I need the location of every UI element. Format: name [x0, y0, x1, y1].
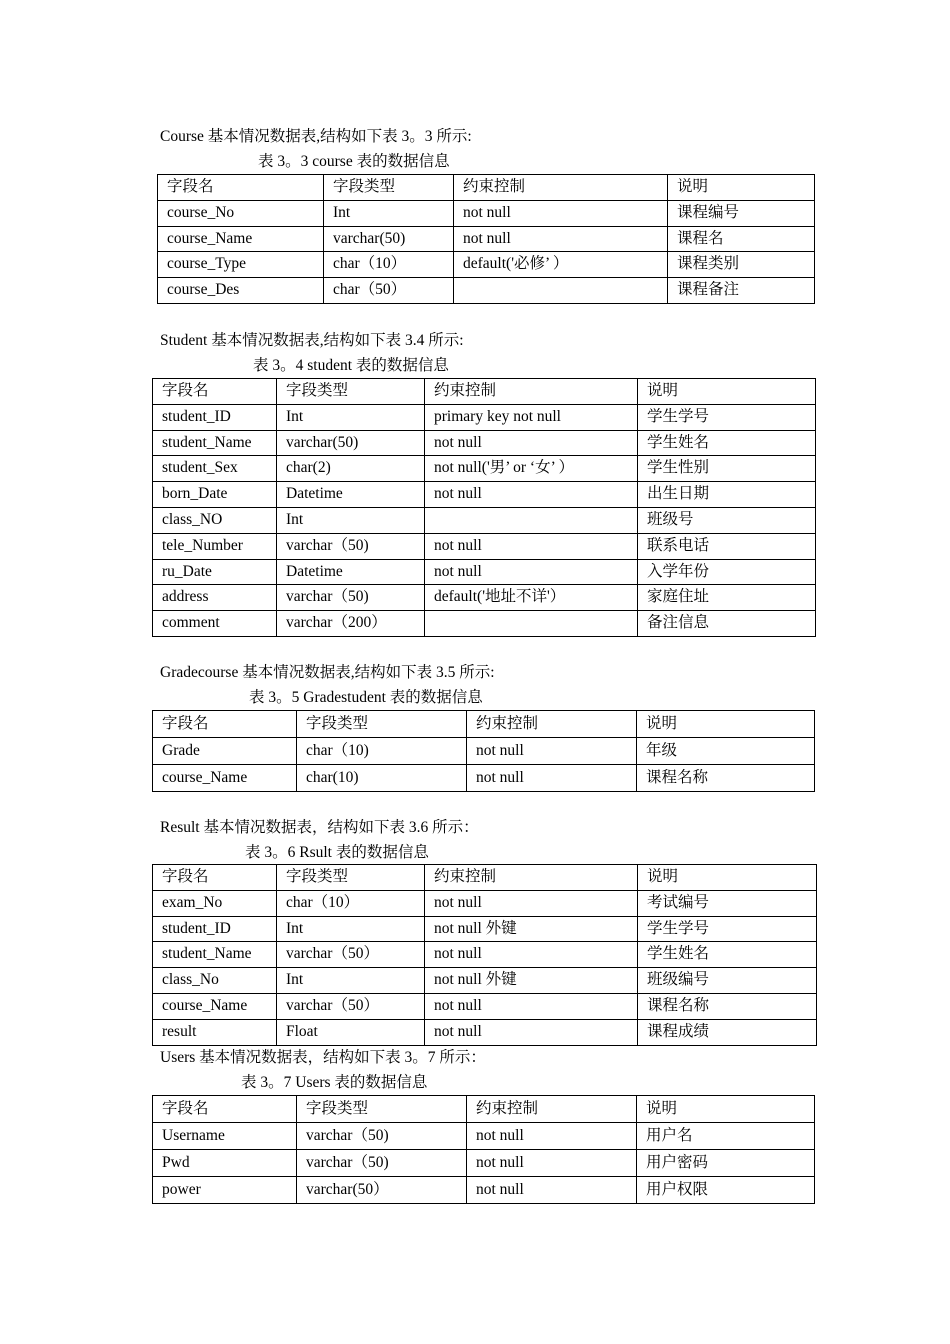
section-intro: Users 基本情况数据表，结构如下表 3。7 所示： — [160, 1049, 486, 1066]
table-row — [153, 993, 817, 1019]
table-cell: 说明 — [638, 379, 816, 405]
table-cell: course_Type — [158, 252, 324, 278]
table-row — [153, 942, 817, 968]
data-table — [152, 378, 816, 637]
table-cell: power — [153, 1177, 297, 1204]
table-cell: 字段名 — [153, 865, 277, 891]
table-cell: not null — [425, 559, 638, 585]
table-cell: 用户权限 — [637, 1177, 815, 1204]
table-row — [153, 559, 816, 585]
table-cell: varchar（50) — [277, 533, 425, 559]
table-row — [153, 968, 817, 994]
section-intro: Course 基本情况数据表,结构如下表 3。3 所示: — [160, 128, 472, 145]
table-cell: 字段类型 — [297, 711, 467, 738]
section-intro: Gradecourse 基本情况数据表,结构如下表 3.5 所示: — [160, 664, 495, 681]
table-cell: 字段类型 — [277, 865, 425, 891]
table-cell: Datetime — [277, 482, 425, 508]
table-row — [153, 507, 816, 533]
table-cell: exam_No — [153, 890, 277, 916]
table-cell: char(10) — [297, 765, 467, 792]
table-cell: 课程名称 — [638, 993, 817, 1019]
table-cell: not null — [454, 200, 668, 226]
table-cell: char(2) — [277, 456, 425, 482]
table-row — [153, 1150, 815, 1177]
table-row — [153, 765, 815, 792]
table-cell: 约束控制 — [467, 711, 637, 738]
table-row — [158, 200, 815, 226]
table-cell: 班级编号 — [638, 968, 817, 994]
table-row — [153, 611, 816, 637]
table-caption: 表 3。3 course 表的数据信息 — [258, 153, 450, 170]
table-cell: 约束控制 — [454, 175, 668, 201]
table-cell: course_Name — [153, 993, 277, 1019]
table-cell: not null — [467, 765, 637, 792]
table-row — [153, 482, 816, 508]
table-cell: 字段类型 — [297, 1096, 467, 1123]
table-cell: not null — [425, 430, 638, 456]
table-cell: Int — [277, 507, 425, 533]
table-cell: Datetime — [277, 559, 425, 585]
table-cell: 课程成绩 — [638, 1019, 817, 1045]
table-cell: varchar（200） — [277, 611, 425, 637]
table-cell: 课程编号 — [668, 200, 815, 226]
table-cell: not null — [425, 482, 638, 508]
table-cell: 学生学号 — [638, 404, 816, 430]
table-cell: varchar（50） — [277, 993, 425, 1019]
table-cell: Pwd — [153, 1150, 297, 1177]
section-intro: Student 基本情况数据表,结构如下表 3.4 所示: — [160, 332, 464, 349]
table-row — [153, 1177, 815, 1204]
table-cell — [454, 278, 668, 304]
table-cell: not null 外键 — [425, 968, 638, 994]
table-caption: 表 3。5 Gradestudent 表的数据信息 — [249, 689, 483, 706]
table-cell: varchar（50) — [297, 1123, 467, 1150]
table-cell: 说明 — [638, 865, 817, 891]
table-cell: 学生学号 — [638, 916, 817, 942]
table-cell: varchar（50) — [297, 1150, 467, 1177]
table-cell: 备注信息 — [638, 611, 816, 637]
data-table — [157, 174, 815, 304]
table-cell — [425, 507, 638, 533]
table-cell: 联系电话 — [638, 533, 816, 559]
table-cell: student_Name — [153, 942, 277, 968]
table-cell: result — [153, 1019, 277, 1045]
table-cell: 字段名 — [153, 711, 297, 738]
table-row — [153, 1123, 815, 1150]
table-cell: 家庭住址 — [638, 585, 816, 611]
table-cell: student_Name — [153, 430, 277, 456]
table-cell: 说明 — [637, 1096, 815, 1123]
table-cell: 年级 — [637, 738, 815, 765]
table-cell: 用户密码 — [637, 1150, 815, 1177]
table-header-row — [153, 379, 816, 405]
table-cell: not null — [425, 533, 638, 559]
table-cell: course_Name — [158, 226, 324, 252]
table-cell: student_Sex — [153, 456, 277, 482]
table-cell: 约束控制 — [425, 865, 638, 891]
table-cell: not null — [425, 942, 638, 968]
table-cell: 字段名 — [153, 379, 277, 405]
table-cell: not null — [425, 993, 638, 1019]
table-cell: 用户名 — [637, 1123, 815, 1150]
table-cell: Int — [277, 968, 425, 994]
table-cell: 课程类别 — [668, 252, 815, 278]
table-cell: varchar（50） — [277, 942, 425, 968]
table-row — [153, 585, 816, 611]
table-cell: student_ID — [153, 916, 277, 942]
table-cell: not null — [467, 1177, 637, 1204]
table-cell: comment — [153, 611, 277, 637]
data-table — [152, 864, 817, 1046]
table-cell: not null — [425, 890, 638, 916]
table-cell: student_ID — [153, 404, 277, 430]
table-cell: not null — [467, 1123, 637, 1150]
table-cell: course_No — [158, 200, 324, 226]
table-cell: not null — [454, 226, 668, 252]
table-row — [153, 1019, 817, 1045]
table-cell: char（50） — [324, 278, 454, 304]
table-cell: Float — [277, 1019, 425, 1045]
table-cell: class_NO — [153, 507, 277, 533]
table-cell: course_Name — [153, 765, 297, 792]
table-cell: 字段类型 — [324, 175, 454, 201]
table-cell: varchar(50) — [324, 226, 454, 252]
table-cell: Int — [324, 200, 454, 226]
table-caption: 表 3。7 Users 表的数据信息 — [241, 1074, 428, 1091]
table-caption: 表 3。6 Rsult 表的数据信息 — [245, 844, 429, 861]
table-cell: Int — [277, 916, 425, 942]
table-cell: not null — [467, 1150, 637, 1177]
table-cell: 学生姓名 — [638, 430, 816, 456]
table-cell: 字段名 — [158, 175, 324, 201]
table-cell: char（10） — [324, 252, 454, 278]
table-cell: 出生日期 — [638, 482, 816, 508]
table-cell: address — [153, 585, 277, 611]
table-row — [153, 456, 816, 482]
table-header-row — [158, 175, 815, 201]
section-intro: Result 基本情况数据表，结构如下表 3.6 所示： — [160, 819, 479, 836]
table-cell: born_Date — [153, 482, 277, 508]
table-row — [153, 404, 816, 430]
table-row — [153, 533, 816, 559]
table-cell: varchar（50) — [277, 585, 425, 611]
table-cell: ru_Date — [153, 559, 277, 585]
table-cell: 学生性别 — [638, 456, 816, 482]
table-cell: 课程名 — [668, 226, 815, 252]
table-cell: not null — [425, 1019, 638, 1045]
table-row — [153, 738, 815, 765]
table-cell: 课程名称 — [637, 765, 815, 792]
table-header-row — [153, 711, 815, 738]
table-row — [158, 226, 815, 252]
table-cell: varchar(50） — [297, 1177, 467, 1204]
table-cell: not null 外键 — [425, 916, 638, 942]
table-cell: course_Des — [158, 278, 324, 304]
table-cell: default('地址不详'） — [425, 585, 638, 611]
table-row — [158, 252, 815, 278]
table-cell: char（10) — [297, 738, 467, 765]
table-row — [158, 278, 815, 304]
table-row — [153, 916, 817, 942]
table-cell: primary key not null — [425, 404, 638, 430]
table-cell: tele_Number — [153, 533, 277, 559]
table-cell: Int — [277, 404, 425, 430]
table-cell: Grade — [153, 738, 297, 765]
data-table — [152, 1095, 815, 1204]
table-cell: class_No — [153, 968, 277, 994]
table-cell: 约束控制 — [467, 1096, 637, 1123]
table-cell: char（10） — [277, 890, 425, 916]
table-cell — [425, 611, 638, 637]
table-cell: 考试编号 — [638, 890, 817, 916]
table-cell: 学生姓名 — [638, 942, 817, 968]
table-cell: 说明 — [668, 175, 815, 201]
table-cell: Username — [153, 1123, 297, 1150]
table-cell: not null('男’ or ‘女’ ） — [425, 456, 638, 482]
table-cell: 课程备注 — [668, 278, 815, 304]
table-cell: default('必修’ ） — [454, 252, 668, 278]
data-table — [152, 710, 815, 792]
table-cell: 班级号 — [638, 507, 816, 533]
table-cell: 入学年份 — [638, 559, 816, 585]
table-caption: 表 3。4 student 表的数据信息 — [253, 357, 449, 374]
table-cell: 字段名 — [153, 1096, 297, 1123]
table-header-row — [153, 1096, 815, 1123]
table-row — [153, 430, 816, 456]
table-header-row — [153, 865, 817, 891]
table-cell: not null — [467, 738, 637, 765]
table-cell: 约束控制 — [425, 379, 638, 405]
table-cell: 字段类型 — [277, 379, 425, 405]
table-cell: 说明 — [637, 711, 815, 738]
table-row — [153, 890, 817, 916]
table-cell: varchar(50) — [277, 430, 425, 456]
